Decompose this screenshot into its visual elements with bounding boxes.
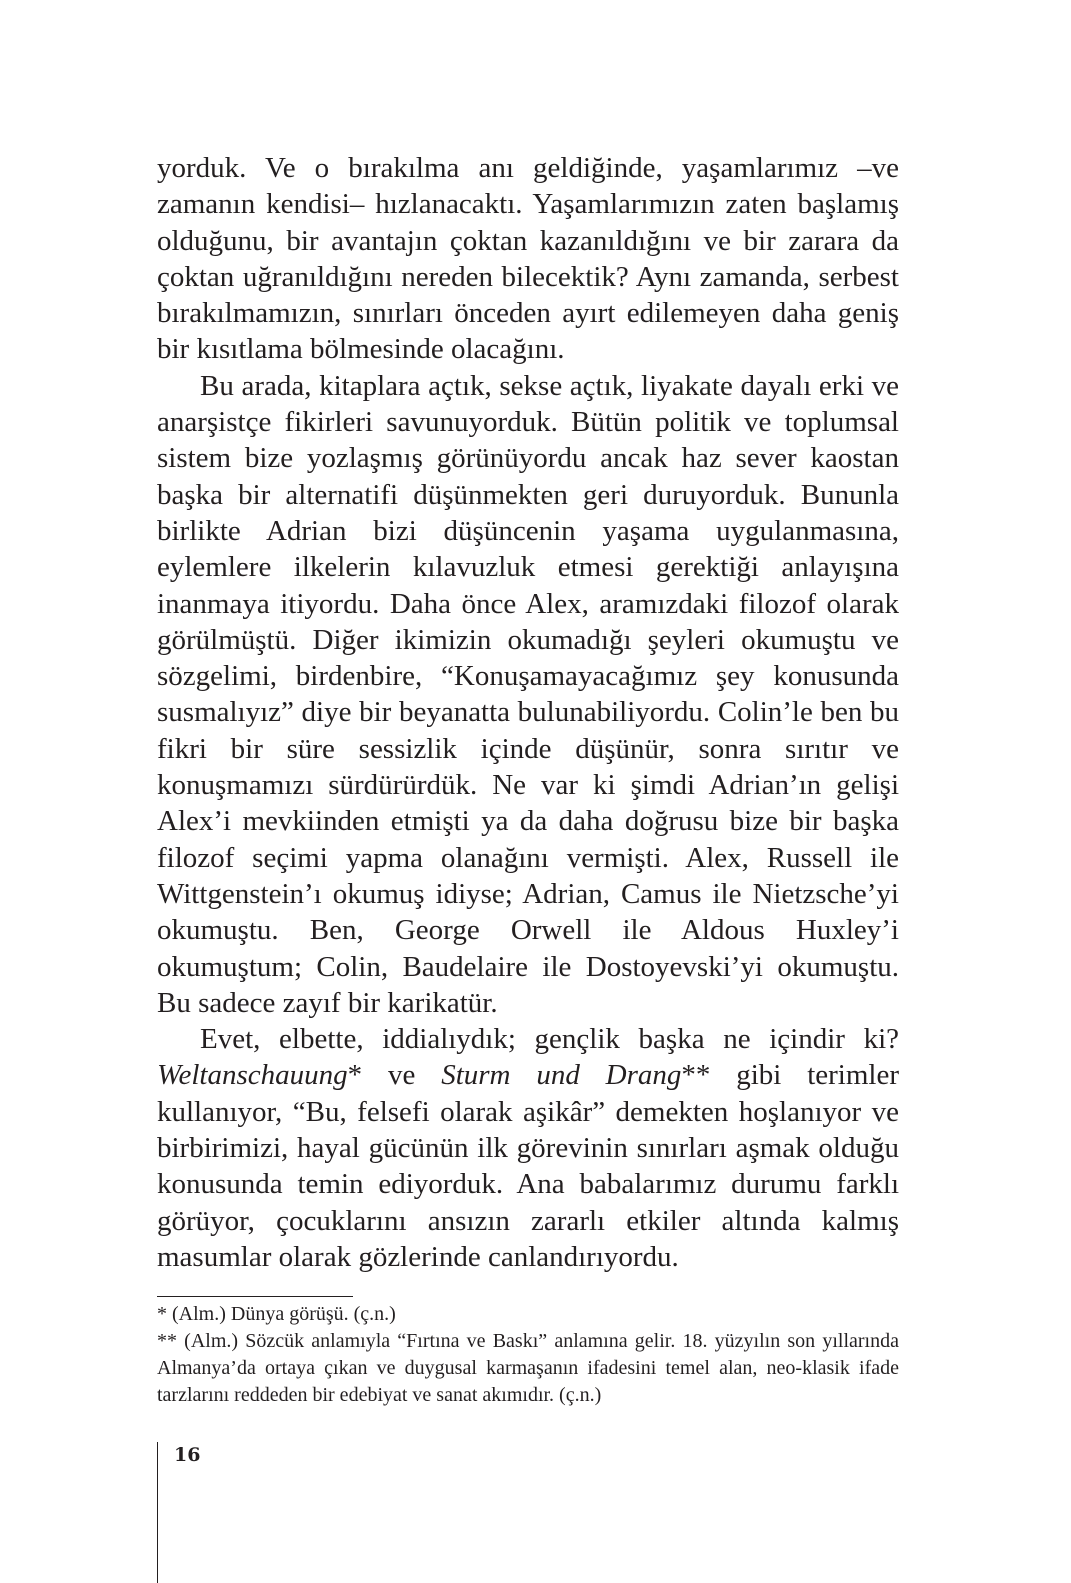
footnote-separator bbox=[157, 1296, 353, 1297]
paragraph-3-mid: * ve bbox=[347, 1059, 442, 1092]
footnotes bbox=[157, 1301, 899, 1409]
page-number: 16 bbox=[174, 1444, 201, 1466]
paragraph-3-end: ** gibi terimler kullanıyor, “Bu, felsefi olarak aşikâr” demekten hoşlanıyor ve birbirimizi, hayal gücünün ilk görevinin sınırları aşmak olduğu konusunda temin ediyorduk. Ana babalarımız durumu farklı görüyor, çocuklarını ansızın zararlı etkiler altında kalmış masumlar olarak gözlerinde canlandırıyordu. bbox=[157, 1059, 899, 1273]
paragraph-1: yorduk. Ve o bırakılma anı geldiğinde, yaşamlarımız –ve zamanın kendisi– hızlanacaktı. Yaşamlarımızın zaten başlamış olduğunu, bir avantajın çoktan kazanıldığını ve bir zarara da çoktan uğranıldığını nereden bilecektik? Aynı zamanda, serbest bırakılmamızın, sınırları önceden ayırt edilemeyen daha geniş bir kısıtlama bölmesinde olacağını. bbox=[157, 152, 899, 366]
term-sturm-und-drang: Sturm und Drang bbox=[441, 1059, 682, 1092]
term-weltanschauung: Weltanschauung bbox=[157, 1059, 348, 1092]
paragraph-3 bbox=[157, 1021, 899, 1275]
paragraph-3-start: Evet, elbette, iddialıydık; gençlik başka ne içindir ki? bbox=[200, 1023, 899, 1056]
body-text bbox=[157, 150, 899, 1275]
footnote-1: * (Alm.) Dünya görüşü. (ç.n.) bbox=[157, 1303, 396, 1325]
paragraph-2: Bu arada, kitaplara açtık, sekse açtık, liyakate dayalı erki ve anarşistçe fikirleri savunuyorduk. Bütün politik ve toplumsal sistem bize yozlaşmış görünüyordu ancak haz sever kaostan başka bir alternatifi düşünmekten geri duruyorduk. Bununla birlikte Adrian bizi düşüncenin yaşama uygulanmasına, eylemlere ilkelerin kılavuzluk etmesi gerektiği anlayışına inanmaya itiyordu. Daha önce Alex, aramızdaki filozof olarak görülmüştü. Diğer ikimizin okumadığı şeyleri okumuştu ve sözgelimi, birdenbire, “Konuşamayacağımız şey konusunda susmalıyız” diye bir beyanatta bulunabiliyordu. Colin’le ben bu fikri bir süre sessizlik içinde düşünür, sonra sırıtır ve konuşmamızı sürdürürdük. Ne var ki şimdi Adrian’ın gelişi Alex’i mevkiinden etmişti ya da daha doğrusu bize bir başka filozof seçimi yapma olanağını vermişti. Alex, Russell ile Wittgenstein’ı okumuş idiyse; Adrian, Camus ile Nietzsche’yi okumuştu. Ben, George Orwell ile Aldous Huxley’i okumuştum; Colin, Baudelaire ile Dostoyevski’yi okumuştu. Bu sadece zayıf bir karikatür. bbox=[157, 369, 899, 1019]
footnote-2: ** (Alm.) Sözcük anlamıyla “Fırtına ve Baskı” anlamına gelir. 18. yüzyılın son yıllarında Almanya’da ortaya çıkan ve duygusal karmaşanın ifadesini temel alan, neo-klasik ifade tarzlarını reddeden bir edebiyat ve sanat akımıdır. (ç.n.) bbox=[157, 1330, 899, 1406]
page-number-rule bbox=[157, 1442, 158, 1583]
